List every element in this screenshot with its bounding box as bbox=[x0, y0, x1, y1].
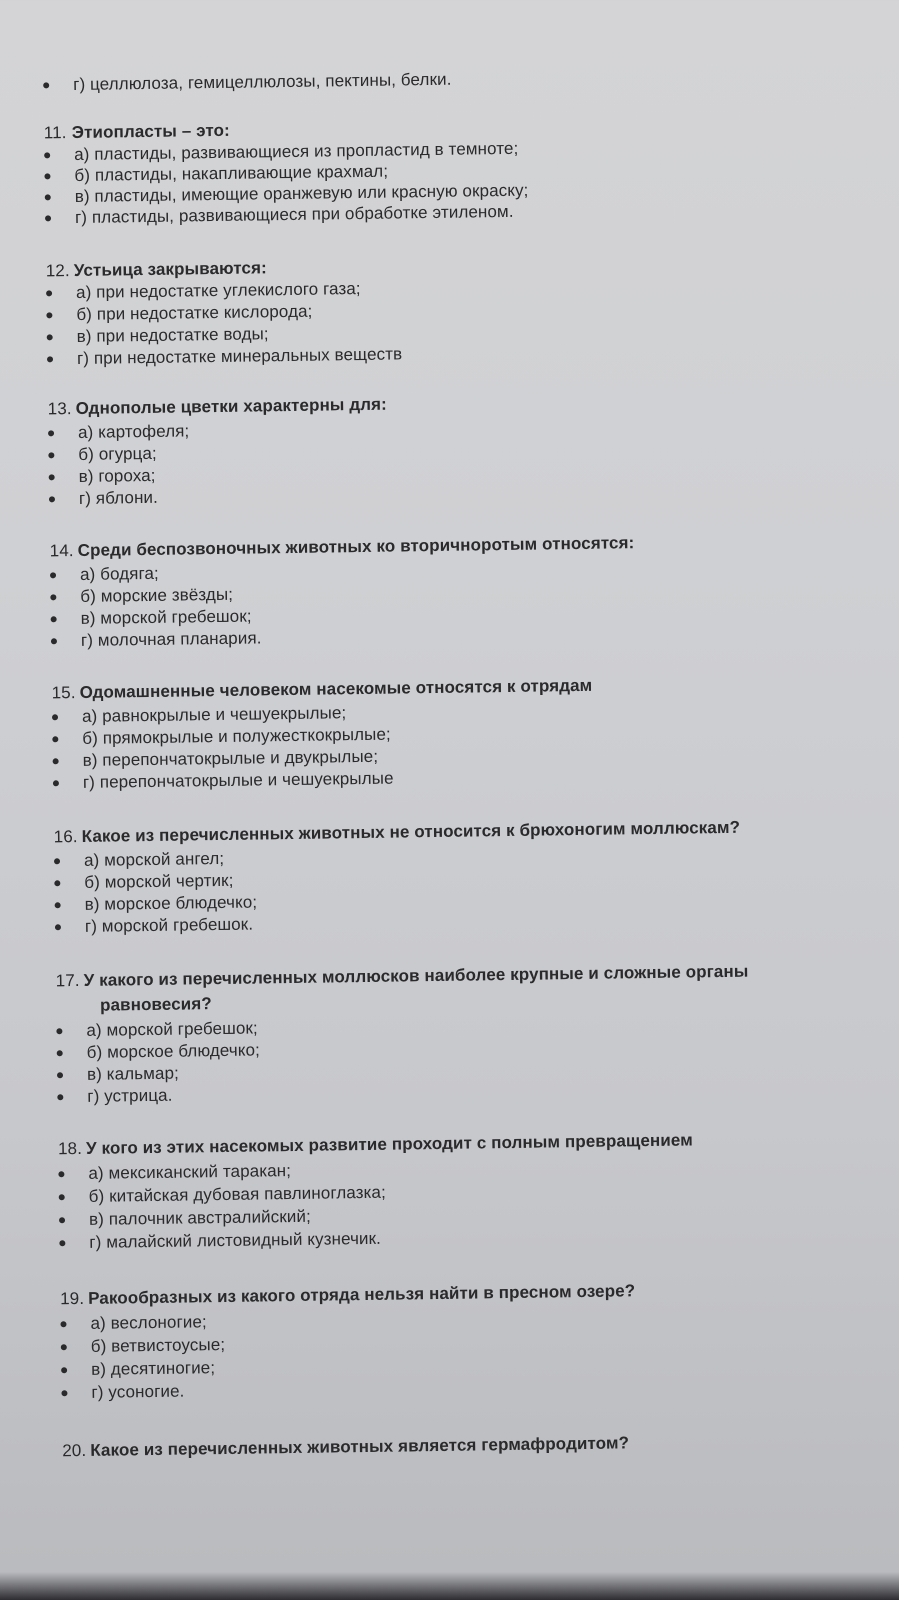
bullet-icon bbox=[58, 1171, 64, 1177]
option-text: г) яблони. bbox=[78, 487, 159, 508]
bullet-icon bbox=[53, 758, 59, 764]
bullet-icon bbox=[57, 1072, 63, 1078]
bullet-icon bbox=[45, 215, 51, 221]
option-text: б) ветвистоусые; bbox=[90, 1334, 226, 1356]
question-text: Какое из перечисленных животных является гермафродитом? bbox=[90, 1433, 630, 1460]
bullet-icon bbox=[59, 1240, 65, 1246]
bullet-icon bbox=[54, 858, 60, 864]
option-text: г) целлюлоза, гемицеллюлозы, пектины, белки. bbox=[73, 69, 452, 94]
question-number: 17. bbox=[55, 970, 80, 991]
question-number: 18. bbox=[57, 1138, 83, 1159]
bullet-icon bbox=[47, 356, 53, 362]
option-text: а) пластиды, развивающиеся из пропластид в темноте; bbox=[74, 138, 519, 164]
bullet-icon bbox=[61, 1367, 67, 1373]
question-text: Устьица закрываются: bbox=[73, 258, 267, 280]
option-text: а) бодяга; bbox=[79, 563, 159, 584]
question-text: Какое из перечисленных животных не относится к брюхоногим моллюскам? bbox=[81, 817, 741, 846]
option-text: а) равнокрылые и чешуекрылые; bbox=[81, 703, 347, 726]
option-text: б) китайская дубовая павлиноглазка; bbox=[88, 1182, 387, 1206]
option-text: б) пластиды, накапливающие крахмал; bbox=[74, 161, 389, 185]
bullet-icon bbox=[50, 572, 56, 578]
option-text: г) перепончатокрылые и чешуекрылые bbox=[82, 768, 394, 792]
bullet-icon bbox=[60, 1321, 66, 1327]
question-text-continued: равновесия? bbox=[99, 994, 212, 1015]
option-text: в) кальмар; bbox=[86, 1063, 180, 1084]
bullet-icon bbox=[51, 616, 57, 622]
bullet-icon bbox=[44, 152, 50, 158]
bullet-icon bbox=[47, 334, 53, 340]
option-text: в) пластиды, имеющие оранжевую или красную окраску; bbox=[74, 180, 529, 206]
question-number: 16. bbox=[53, 826, 78, 847]
page-edge-shadow bbox=[0, 1572, 899, 1600]
option-text: г) усоногие. bbox=[91, 1381, 185, 1402]
option-text: б) при недостатке кислорода; bbox=[76, 301, 313, 324]
question-text: У кого из этих насекомых развитие проходит с полным превращением bbox=[85, 1130, 694, 1158]
question-number: 14. bbox=[49, 541, 74, 561]
option-text: а) при недостатке углекислого газа; bbox=[75, 278, 361, 302]
bullet-icon bbox=[55, 924, 61, 930]
bullet-icon bbox=[61, 1390, 67, 1396]
option-text: б) морской чертик; bbox=[84, 870, 234, 892]
bullet-icon bbox=[44, 173, 50, 179]
question-text: Ракообразных из какого отряда нельзя найти в пресном озере? bbox=[88, 1281, 636, 1308]
question-number: 13. bbox=[47, 399, 72, 419]
bullet-icon bbox=[56, 1028, 62, 1034]
bullet-icon bbox=[57, 1050, 63, 1056]
option-text: г) малайский листовидный кузнечик. bbox=[89, 1228, 382, 1252]
option-text: б) прямокрылые и полужесткокрылые; bbox=[82, 724, 391, 748]
question-number: 20. bbox=[62, 1440, 87, 1461]
option-text: а) веслоногие; bbox=[90, 1312, 207, 1333]
question-text: Среди беспозвоночных животных ко вторичноротым относятся: bbox=[77, 533, 635, 560]
option-text: в) гороха; bbox=[78, 465, 156, 486]
option-text: г) при недостатке минеральных веществ bbox=[76, 344, 403, 368]
option-text: в) морское блюдечко; bbox=[84, 892, 258, 914]
bullet-icon bbox=[52, 736, 58, 742]
option-text: б) морское блюдечко; bbox=[86, 1040, 261, 1062]
option-text: в) десятиногие; bbox=[90, 1358, 216, 1379]
option-text: в) при недостатке воды; bbox=[76, 324, 269, 346]
bullet-icon bbox=[49, 496, 55, 502]
option-text: а) морской ангел; bbox=[83, 848, 225, 870]
option-text: б) огурца; bbox=[78, 443, 157, 464]
question-text: Однополые цветки характерны для: bbox=[75, 394, 388, 418]
option-text: г) морской гребешок. bbox=[84, 914, 254, 936]
option-text: а) картофеля; bbox=[77, 421, 190, 442]
bullet-icon bbox=[49, 474, 55, 480]
question-number: 15. bbox=[51, 683, 76, 703]
bullet-icon bbox=[53, 780, 59, 786]
bullet-icon bbox=[52, 714, 58, 720]
bullet-icon bbox=[46, 290, 52, 296]
bullet-icon bbox=[51, 638, 57, 644]
bullet-icon bbox=[43, 82, 49, 88]
option-text: в) перепончатокрылые и двукрылые; bbox=[82, 746, 379, 770]
bullet-icon bbox=[50, 594, 56, 600]
bullet-icon bbox=[46, 312, 52, 318]
bullet-icon bbox=[55, 902, 61, 908]
option-text: г) устрица. bbox=[87, 1085, 173, 1106]
bullet-icon bbox=[59, 1217, 65, 1223]
bullet-icon bbox=[59, 1194, 65, 1200]
bullet-icon bbox=[61, 1344, 67, 1350]
option-text: б) морские звёзды; bbox=[80, 584, 234, 606]
option-text: в) морской гребешок; bbox=[80, 606, 252, 628]
option-text: в) палочник австралийский; bbox=[88, 1206, 311, 1229]
option-text: г) молочная планария. bbox=[80, 628, 262, 650]
option-text: а) мексиканский таракан; bbox=[88, 1161, 292, 1183]
question-text: У какого из перечисленных моллюсков наиболее крупные и сложные органы bbox=[83, 961, 749, 990]
question-number: 11. bbox=[43, 123, 67, 143]
question-text: Одомашненные человеком насекомые относятся к отрядам bbox=[79, 675, 593, 702]
bullet-icon bbox=[54, 880, 60, 886]
bullet-icon bbox=[57, 1094, 63, 1100]
question-number: 19. bbox=[60, 1288, 85, 1309]
bullet-icon bbox=[48, 430, 54, 436]
option-text: г) пластиды, развивающиеся при обработке этиленом. bbox=[74, 201, 514, 227]
bullet-icon bbox=[45, 194, 51, 200]
option-text: а) морской гребешок; bbox=[86, 1018, 258, 1040]
question-text: Этиопласты – это: bbox=[71, 120, 230, 143]
bullet-icon bbox=[48, 452, 54, 458]
question-number: 12. bbox=[45, 261, 70, 281]
